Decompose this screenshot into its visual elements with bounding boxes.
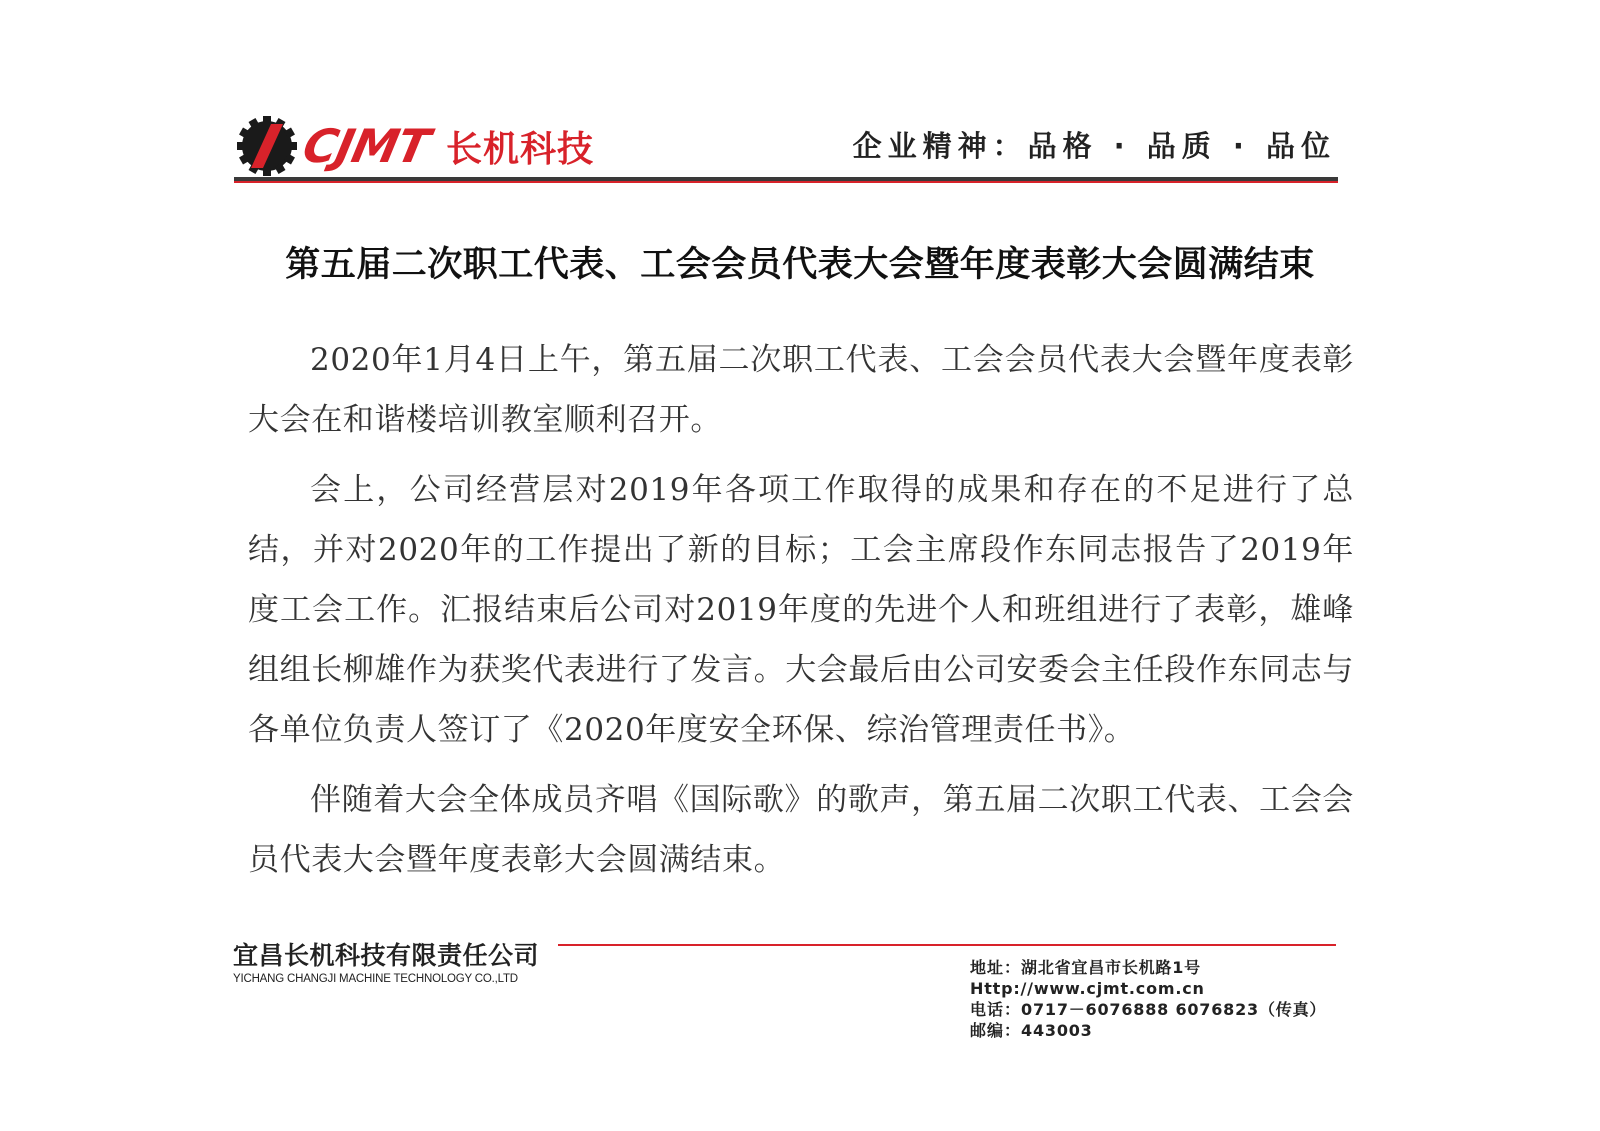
paragraph-3: 伴随着大会全体成员齐唱《国际歌》的歌声，第五届二次职工代表、工会会员代表大会暨年度表彰大会圆满结束。 xyxy=(248,782,1354,878)
company-motto: 企业精神：品格 · 品质 · 品位 xyxy=(852,129,1336,163)
footer-company-name xyxy=(233,941,539,985)
contact-address xyxy=(970,957,1326,978)
document-body xyxy=(248,330,1354,900)
contact-value: 湖北省宜昌市长机路1号 xyxy=(1021,958,1201,977)
company-logo xyxy=(236,116,594,176)
contact-value: Http://www.cjmt.com.cn xyxy=(970,979,1205,998)
contact-postcode xyxy=(970,1020,1326,1041)
logo-latin-text: CJMT xyxy=(298,119,434,173)
contact-label: 地址： xyxy=(970,958,1022,977)
contact-phone xyxy=(970,999,1326,1020)
contact-value: 0717－6076888 6076823（传真） xyxy=(1021,1000,1327,1019)
company-name-en: YICHANG CHANGJI MACHINE TECHNOLOGY CO.,LTD xyxy=(233,973,518,985)
logo-chinese-text: 长机科技 xyxy=(446,128,595,170)
company-name-cn: 宜昌长机科技有限责任公司 xyxy=(233,941,540,970)
paragraph-1: 2020年1月4日上午，第五届二次职工代表、工会会员代表大会暨年度表彰大会在和谐楼培训教室顺利召开。 xyxy=(248,342,1354,438)
gear-slash-logo-icon xyxy=(236,115,298,177)
footer-divider xyxy=(558,944,1336,946)
paragraph-2: 会上，公司经营层对2019年各项工作取得的成果和存在的不足进行了总结，并对2020年的工作提出了新的目标；工会主席段作东同志报告了2019年度工会工作。汇报结束后公司对2019年度的先进个人和班组进行了表彰，雄峰组组长柳雄作为获奖代表进行了发言。大会最后由公司安委会主任段作东同志与各单位负责人签订了《2020年度安全环保、综治管理责任书》。 xyxy=(248,472,1354,748)
header-divider-red xyxy=(234,181,1338,183)
document-title: 第五届二次职工代表、工会会员代表大会暨年度表彰大会圆满结束 xyxy=(285,245,1315,285)
contact-label: 电话： xyxy=(970,1000,1022,1019)
contact-value: 443003 xyxy=(1021,1021,1093,1040)
contact-website xyxy=(970,978,1326,999)
contact-info xyxy=(970,957,1326,1041)
contact-label: 邮编： xyxy=(970,1021,1022,1040)
